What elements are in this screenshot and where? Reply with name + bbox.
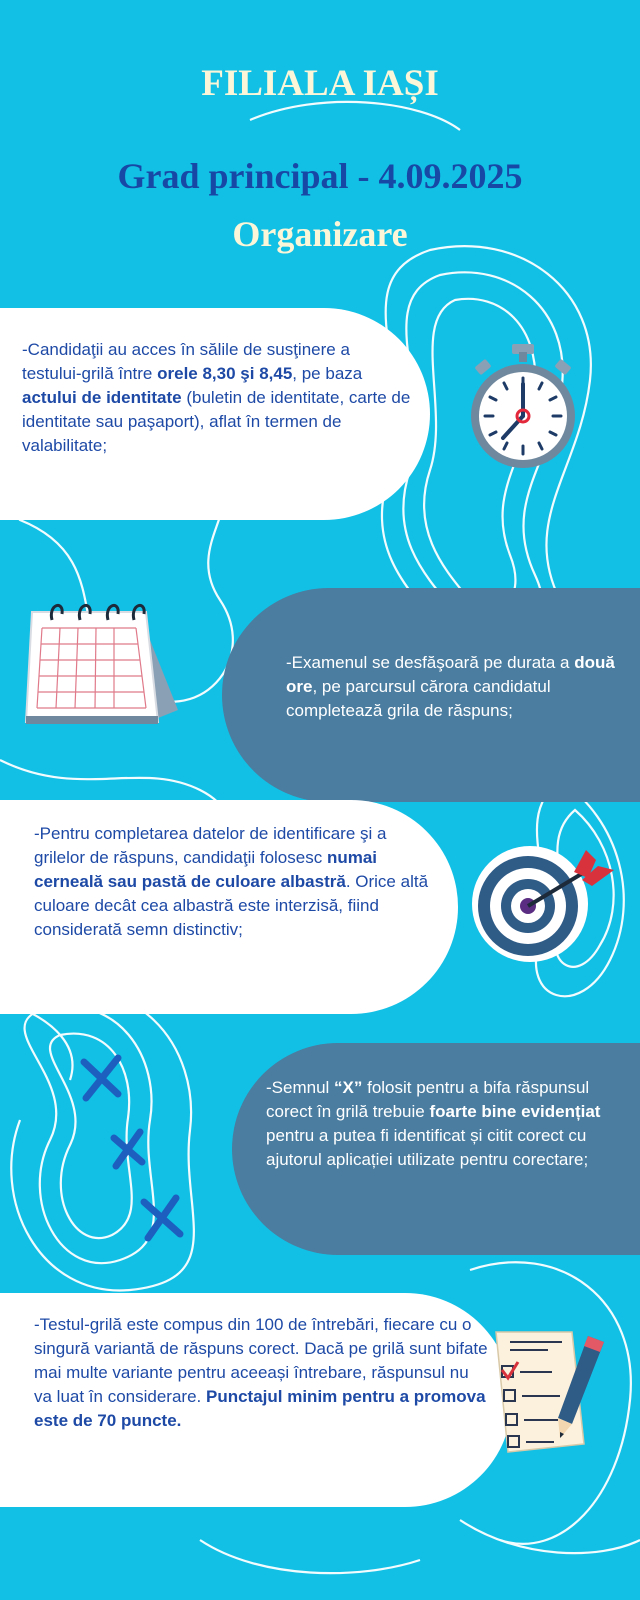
- ink-color-info-card: [0, 800, 458, 1014]
- card-text: -Testul-grilă este compus din 100 de întrebări, fiecare cu o singură variantă de răspuns corect. Dacă pe grilă sunt bifate mai multe variante pentru aceeași întrebare, răspunsul nu va luat în considerare.: [34, 1315, 488, 1406]
- card-text: . Orice altă culoare decât cea albastră este interzisă, fiind considerată semn distinctiv;: [34, 872, 429, 939]
- card-text: -Semnul: [266, 1078, 335, 1097]
- exam-title: Grad principal - 4.09.2025: [117, 156, 523, 196]
- card-highlight: Punctajul minim pentru a promova este de 70 puncte.: [34, 1387, 486, 1430]
- calendar-icon: [18, 590, 184, 736]
- card-body: [286, 651, 620, 723]
- card-text: folosit pentru a bifa răspunsul corect în grilă trebuie: [266, 1078, 590, 1121]
- card-highlight: orele 8,30 şi 8,45: [157, 364, 293, 383]
- card-text: -Examenul se desfăşoară pe durata a: [286, 653, 575, 672]
- card-text: -Candidaţii au acces în sălile de susţinere a testului-grilă între: [22, 340, 350, 383]
- section-title: Organizare: [232, 214, 408, 254]
- card-highlight: “X”: [334, 1078, 363, 1097]
- checklist-icon: [488, 1328, 620, 1456]
- card-highlight: actului de identitate: [22, 388, 182, 407]
- card-highlight: două ore: [286, 653, 615, 696]
- card-text: (buletin de identitate, carte de identitate sau paşaport), aflat în termen de valabilitate;: [22, 388, 411, 455]
- stopwatch-icon: [462, 340, 584, 470]
- card-text: , pe parcursul cărora candidatul completează grila de răspuns;: [286, 677, 551, 720]
- card-highlight: numai cerneală sau pastă de culoare albastră: [34, 848, 377, 891]
- duration-info-card: [222, 588, 640, 802]
- card-text: pentru a putea fi identificat și citit corect cu ajutorul aplicației utilizate pentru corectare;: [266, 1126, 589, 1169]
- card-highlight: foarte bine evidențiat: [429, 1102, 601, 1121]
- x-marks-icon: [70, 1052, 200, 1242]
- x-mark-info-card: [232, 1043, 640, 1255]
- card-text: , pe baza: [292, 364, 363, 383]
- target-icon: [470, 836, 616, 972]
- card-text: -Pentru completarea datelor de identificare şi a grilelor de răspuns, candidaţii folosesc: [34, 824, 387, 867]
- branch-title: FILIALA IAȘI: [201, 63, 439, 104]
- test-structure-info-card: [0, 1293, 512, 1507]
- access-info-card: [0, 308, 430, 520]
